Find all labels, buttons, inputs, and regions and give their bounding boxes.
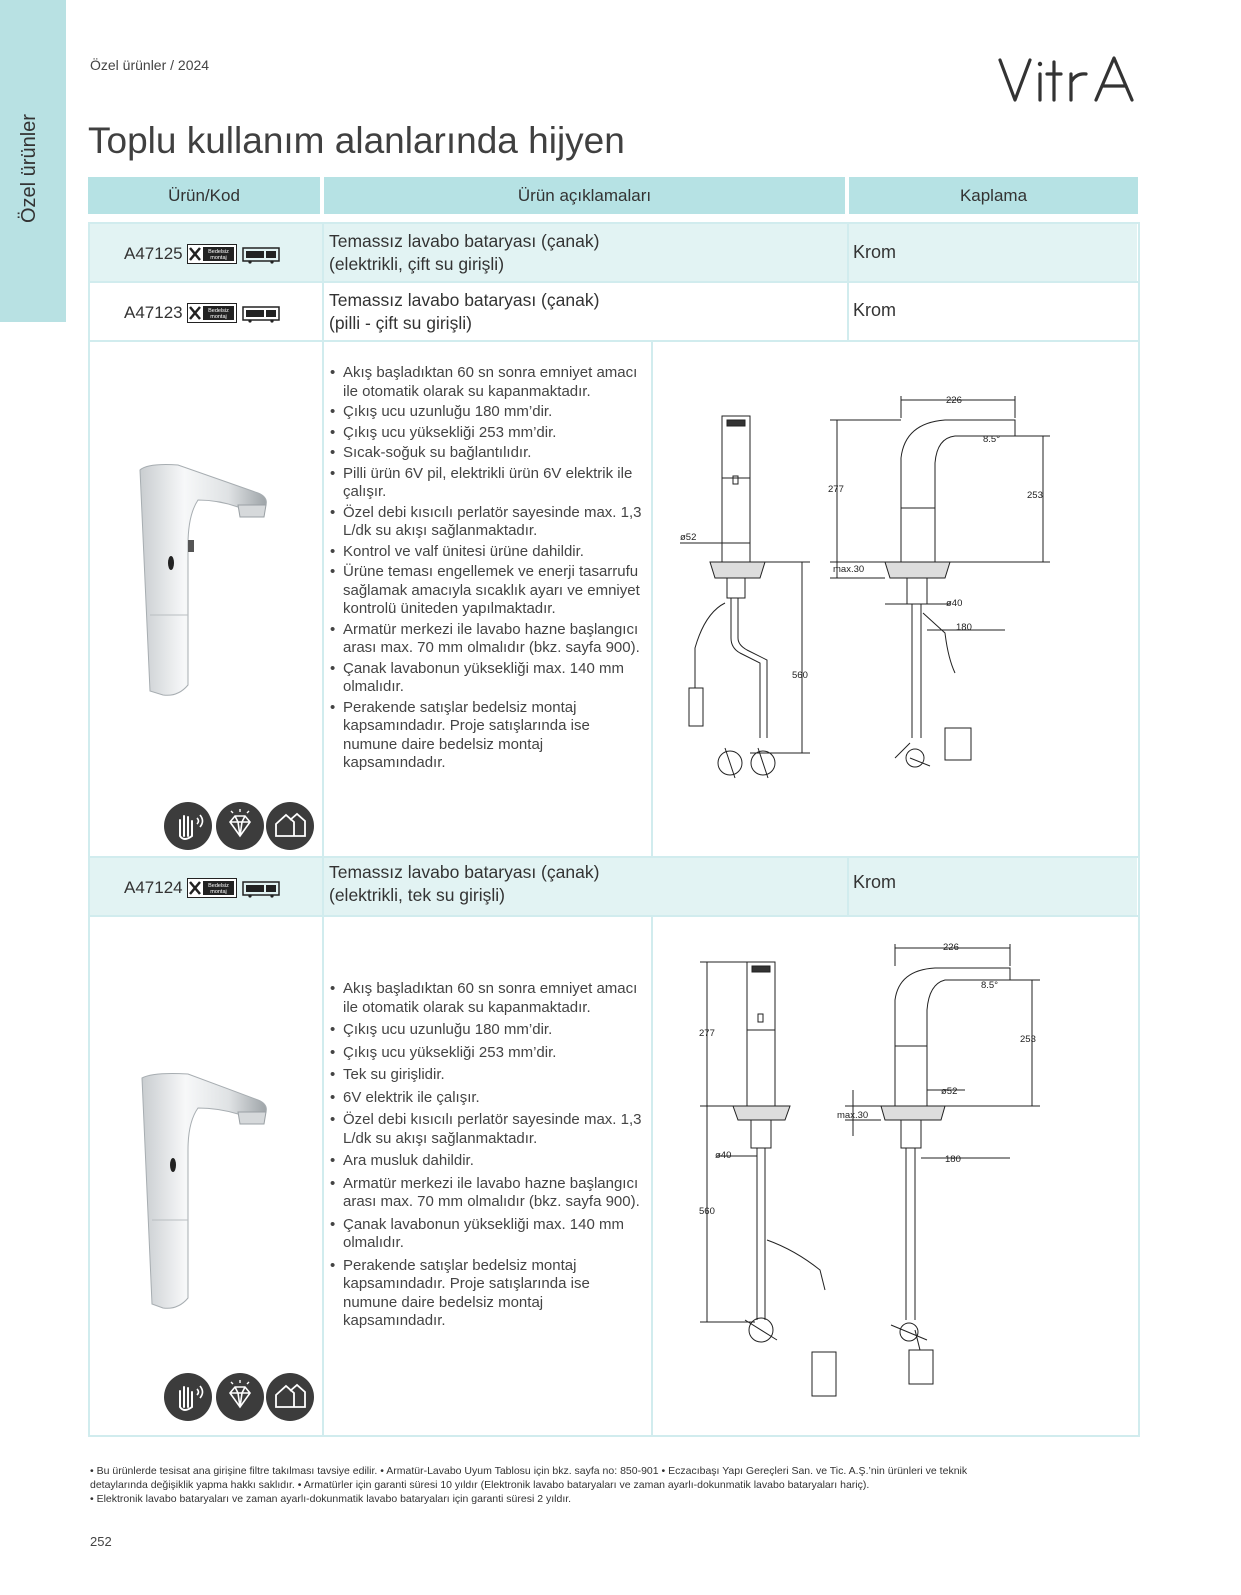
footnote-line: detaylarında değişiklik yapma hakkı saklıdır. • Armatürler için garanti süresi 10 yıldır (Elektronik lavabo bataryaları ve zaman ayarlı-dokunmatik lavabo bataryaları hariç). <box>90 1479 870 1491</box>
dim-label: ø52 <box>680 532 697 543</box>
footnote-line: • Elektronik lavabo bataryaları ve zaman ayarlı-dokunmatik lavabo bataryaları için garanti süresi 2 yıldır. <box>90 1493 572 1505</box>
feature-item: • Armatür merkezi ile lavabo hazne başlangıcı arası max. 70 mm olmalıdır (bkz. sayfa 900). <box>330 621 648 658</box>
brand-logo <box>998 52 1138 104</box>
product-code-row <box>124 244 280 264</box>
feature-item: • Akış başladıktan 60 sn sonra emniyet amacı ile otomatik olarak su kapanmaktadır. <box>330 980 648 1017</box>
column-divider <box>651 340 653 856</box>
delivery-truck-icon <box>242 244 280 264</box>
technical-drawing <box>665 940 1125 1410</box>
dim-label: 253 <box>1020 1034 1036 1045</box>
feature-item: • Çıkış ucu uzunluğu 180 mm’dir. <box>330 1021 648 1040</box>
dim-label: 560 <box>699 1206 715 1217</box>
diamond-feature-icon <box>216 1373 264 1421</box>
breadcrumb: Özel ürünler / 2024 <box>90 57 210 73</box>
dim-label: 277 <box>828 484 844 495</box>
product-finish: Krom <box>853 872 897 892</box>
svg-text:Bedelsiz: Bedelsiz <box>207 883 229 889</box>
feature-item: • Kontrol ve valf ünitesi ürüne dahildir. <box>330 543 648 562</box>
feature-item: • Özel debi kısıcılı perlatör sayesinde max. 1,3 L/dk su akışı sağlanmaktadır. <box>330 1111 648 1148</box>
page-title: Toplu kullanım alanlarında hijyen <box>88 120 625 161</box>
description-line: (pilli - çift su girişli) <box>329 313 472 333</box>
svg-text:Bedelsiz: Bedelsiz <box>207 249 229 255</box>
product-finish: Krom <box>853 300 897 320</box>
feature-item: • Ara musluk dahildir. <box>330 1152 648 1171</box>
dim-label: 8.5° <box>981 980 999 991</box>
column-divider <box>847 856 849 915</box>
header-product: Ürün/Kod <box>88 177 320 214</box>
footnote <box>90 1464 1165 1506</box>
faucet-photo <box>128 1070 278 1320</box>
feature-item: • Çıkış ucu yüksekliği 253 mm’dir. <box>330 1044 648 1063</box>
feature-item: • Perakende satışlar bedelsiz montaj kapsamındadır. Proje satışlarında ise numune daire bedelsiz montaj kapsamındadır. <box>330 1257 648 1331</box>
touchless-feature-icon <box>164 1373 212 1421</box>
dim-label: 180 <box>945 1154 961 1165</box>
feature-list <box>330 364 648 775</box>
feature-item: • Çanak lavabonun yüksekliği max. 140 mm olmalıdır. <box>330 1216 648 1253</box>
delivery-truck-icon <box>242 878 280 898</box>
feature-item: • Çıkış ucu uzunluğu 180 mm’dir. <box>330 403 648 422</box>
description-line: Temassız lavabo bataryası (çanak) <box>329 290 600 310</box>
residential-feature-icon <box>266 1373 314 1421</box>
feature-item: • Perakende satışlar bedelsiz montaj kapsamındadır. Proje satışlarında ise numune daire bedelsiz montaj kapsamındadır. <box>330 699 648 773</box>
header-finish: Kaplama <box>849 177 1138 214</box>
header-description: Ürün açıklamaları <box>324 177 845 214</box>
feature-item: • Sıcak-soğuk su bağlantılıdır. <box>330 444 648 463</box>
description-line: Temassız lavabo bataryası (çanak) <box>329 231 600 251</box>
feature-item: • Özel debi kısıcılı perlatör sayesinde max. 1,3 L/dk su akışı sağlanmaktadır. <box>330 504 648 541</box>
free-install-badge-icon <box>187 303 237 323</box>
feature-item: • Çanak lavabonun yüksekliği max. 140 mm olmalıdır. <box>330 660 648 697</box>
dim-label: 8.5° <box>983 434 1001 445</box>
technical-drawing <box>665 388 1125 808</box>
feature-item: • Ürüne teması engellemek ve enerji tasarrufu sağlamak amacıyla sıcaklık ayarı ve emniyet kontrolü üniteden yapılmaktadır. <box>330 563 648 619</box>
description-line: (elektrikli, çift su girişli) <box>329 254 505 274</box>
dim-label: ø40 <box>715 1150 732 1161</box>
dim-label: max.30 <box>837 1110 869 1121</box>
product-code: A47125 <box>124 244 183 263</box>
feature-item: • Pilli ürün 6V pil, elektrikli ürün 6V elektrik ile çalışır. <box>330 465 648 502</box>
product-description <box>329 289 599 335</box>
svg-text:montaj: montaj <box>209 889 227 895</box>
feature-item: • 6V elektrik ile çalışır. <box>330 1089 648 1108</box>
dim-label: ø52 <box>941 1086 958 1097</box>
svg-text:montaj: montaj <box>209 255 227 261</box>
side-tab-label: Özel ürünler <box>18 114 40 223</box>
dim-label: 226 <box>943 942 959 953</box>
feature-item: • Akış başladıktan 60 sn sonra emniyet amacı ile otomatik olarak su kapanmaktadır. <box>330 364 648 401</box>
dim-label: 253 <box>1027 490 1043 501</box>
product-description <box>329 861 599 907</box>
feature-item: • Tek su girişlidir. <box>330 1066 648 1085</box>
dim-label: 226 <box>946 395 962 406</box>
dim-label: 560 <box>792 670 808 681</box>
product-description <box>329 230 599 276</box>
residential-feature-icon <box>266 802 314 850</box>
row-divider <box>88 915 1140 917</box>
dim-label: max.30 <box>833 564 865 575</box>
free-install-badge-icon <box>187 244 237 264</box>
description-line: (elektrikli, tek su girişli) <box>329 885 505 905</box>
feature-list <box>330 980 648 1333</box>
row-divider <box>88 856 1140 858</box>
column-divider <box>847 222 849 340</box>
faucet-photo <box>128 455 278 705</box>
dim-label: 180 <box>956 622 972 633</box>
dim-label: 277 <box>699 1028 715 1039</box>
product-code-row <box>124 878 280 898</box>
touchless-feature-icon <box>164 802 212 850</box>
free-install-badge-icon <box>187 878 237 898</box>
diamond-feature-icon <box>216 802 264 850</box>
footnote-line: • Bu ürünlerde tesisat ana girişine filtre takılması tavsiye edilir. • Armatür-Lavabo Uyum Tablosu için bkz. sayfa no: 850-901 • Eczacıbaşı Yapı Gereçleri San. ve Tic. A.Ş.’nin ürünleri ve teknik <box>90 1465 968 1477</box>
product-code: A47124 <box>124 878 183 897</box>
description-line: Temassız lavabo bataryası (çanak) <box>329 862 600 882</box>
dim-label: ø40 <box>946 598 963 609</box>
row-divider <box>88 340 1140 342</box>
row-divider <box>88 281 1140 283</box>
side-tab <box>0 0 66 322</box>
product-code-row <box>124 303 280 323</box>
delivery-truck-icon <box>242 303 280 323</box>
feature-item: • Armatür merkezi ile lavabo hazne başlangıcı arası max. 70 mm olmalıdır (bkz. sayfa 900). <box>330 1175 648 1212</box>
column-divider <box>322 222 324 1437</box>
svg-text:Bedelsiz: Bedelsiz <box>207 308 229 314</box>
product-code: A47123 <box>124 303 183 322</box>
feature-item: • Çıkış ucu yüksekliği 253 mm’dir. <box>330 424 648 443</box>
svg-text:montaj: montaj <box>209 314 227 320</box>
column-divider <box>651 915 653 1437</box>
page-number: 252 <box>90 1534 112 1549</box>
product-finish: Krom <box>853 242 897 262</box>
